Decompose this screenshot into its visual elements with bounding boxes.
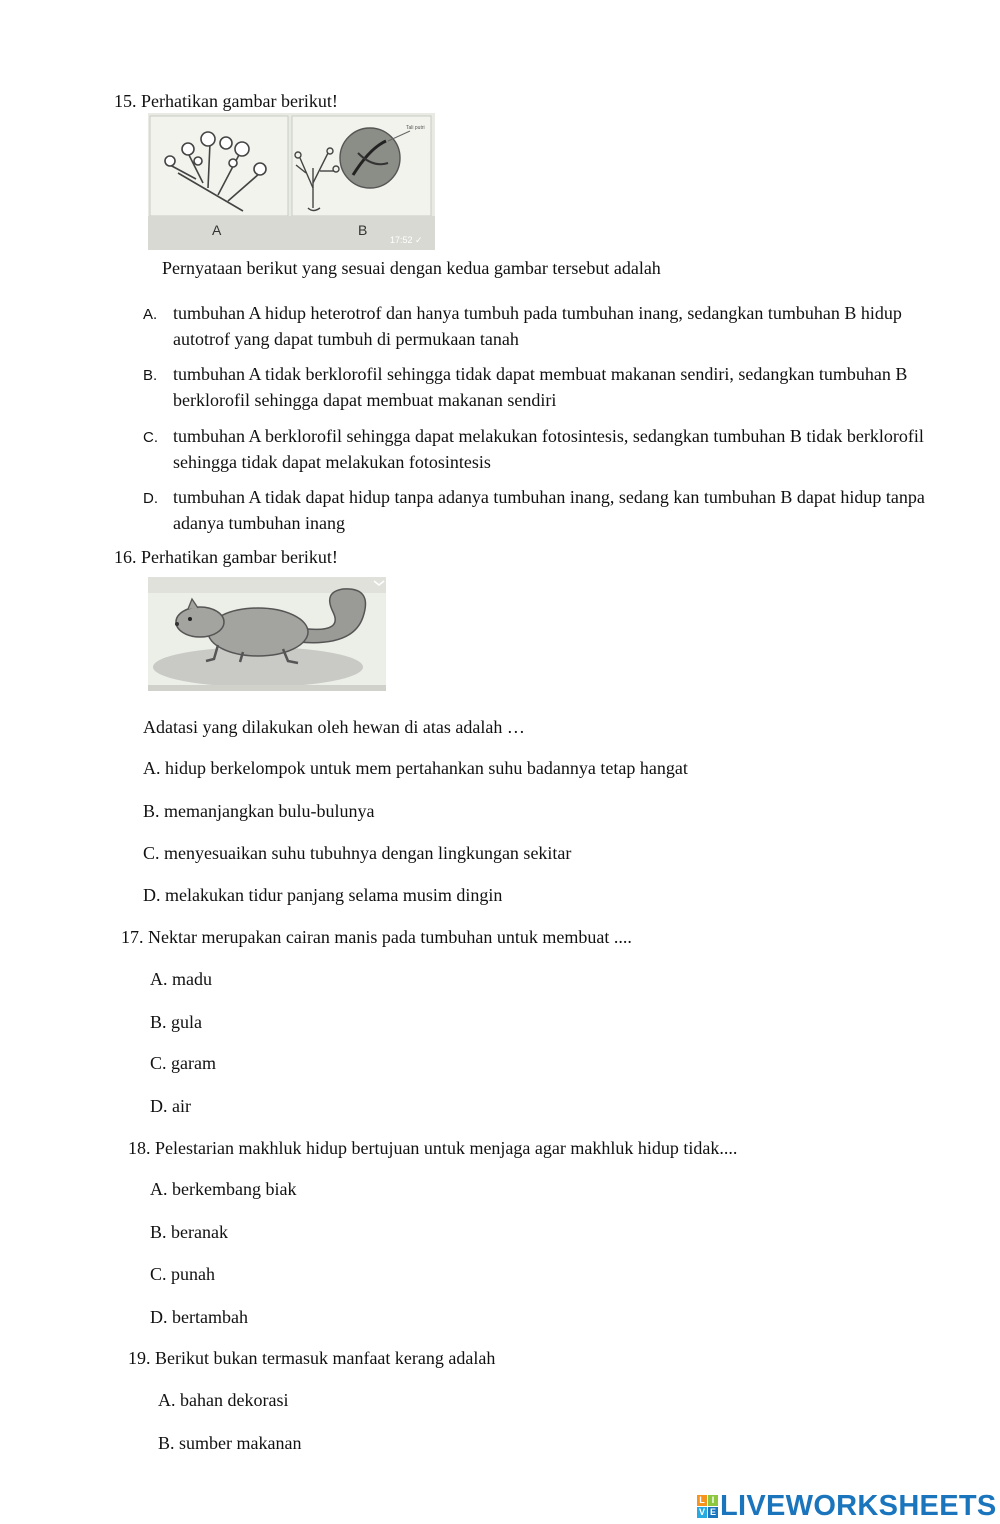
q15-stem: Pernyataan berikut yang sesuai dengan kedua gambar tersebut adalah [162,258,661,278]
figure-label-a: A [212,222,222,238]
q16-option-c[interactable]: C. menyesuaikan suhu tubuhnya dengan lingkungan sekitar [143,843,572,863]
plant-figure [148,113,435,250]
q17-option-a[interactable]: A. madu [150,969,212,989]
squirrel-figure [148,577,386,691]
figure-label-b: B [358,222,368,238]
q18-option-a[interactable]: A. berkembang biak [150,1179,297,1199]
logo-mark-l: L [697,1495,707,1506]
q17-option-c[interactable]: C. garam [150,1053,216,1073]
option-text: tumbuhan A tidak dapat hidup tanpa adanya tumbuhan inang, sedang kan tumbuhan B dapat hidup tanpa adanya tumbuhan inang [173,487,925,533]
option-letter: C. [143,429,158,446]
q16-option-b[interactable]: B. memanjangkan bulu-bulunya [143,801,375,821]
question-15: 15. Perhatikan gambar berikut! [114,91,338,111]
liveworksheets-logo[interactable] [697,1490,997,1523]
figure-tag: Tali putri [406,125,425,131]
logo-mark-e: E [709,1507,716,1517]
option-text: tumbuhan A hidup heterotrof dan hanya tumbuh pada tumbuhan inang, sedangkan tumbuhan B hidup autotrof yang dapat tumbuh di permukaan tanah [173,303,902,349]
q17-option-b[interactable]: B. gula [150,1012,202,1032]
q18-option-c[interactable]: C. punah [150,1264,215,1284]
question-16: 16. Perhatikan gambar berikut! [114,547,338,567]
q15-option-d[interactable] [143,484,933,536]
q15-option-c[interactable] [143,423,933,475]
logo-mark-i: I [708,1495,718,1506]
question-19: 19. Berikut bukan termasuk manfaat kerang adalah [128,1348,496,1368]
option-letter: B. [143,367,158,384]
q16-option-d[interactable]: D. melakukan tidur panjang selama musim dingin [143,885,503,905]
question-18: 18. Pelestarian makhluk hidup bertujuan untuk menjaga agar makhluk hidup tidak.... [128,1138,738,1158]
q15-option-b[interactable] [143,361,933,413]
q18-option-d[interactable]: D. bertambah [150,1307,248,1327]
logo-text: LIVEWORKSHEETS [720,1490,997,1522]
option-letter: A. [143,306,158,323]
q19-option-a[interactable]: A. bahan dekorasi [158,1390,289,1410]
q19-option-b[interactable]: B. sumber makanan [158,1433,302,1453]
option-letter: D. [143,490,158,507]
figure-badge: 17:52 ✓ [390,235,423,245]
q15-option-a[interactable] [143,300,933,352]
q18-option-b[interactable]: B. beranak [150,1222,228,1242]
question-17: 17. Nektar merupakan cairan manis pada tumbuhan untuk membuat .... [121,927,632,947]
squirrel-icon [148,577,386,691]
option-text: tumbuhan A tidak berklorofil sehingga tidak dapat membuat makanan sendiri, sedangkan tumbuhan B berklorofil sehingga dapat membuat makanan sendiri [173,364,908,410]
q16-option-a[interactable]: A. hidup berkelompok untuk mem pertahankan suhu badannya tetap hangat [143,758,688,778]
logo-mark-icon [697,1495,718,1518]
option-text: tumbuhan A berklorofil sehingga dapat melakukan fotosintesis, sedangkan tumbuhan B tidak berklorofil sehingga tidak dapat melakukan fotosintesis [173,426,924,472]
q16-stem: Adatasi yang dilakukan oleh hewan di atas adalah … [143,717,525,737]
plant-illustration [148,113,435,250]
logo-mark-v: V [698,1507,705,1517]
q17-option-d[interactable]: D. air [150,1096,191,1116]
